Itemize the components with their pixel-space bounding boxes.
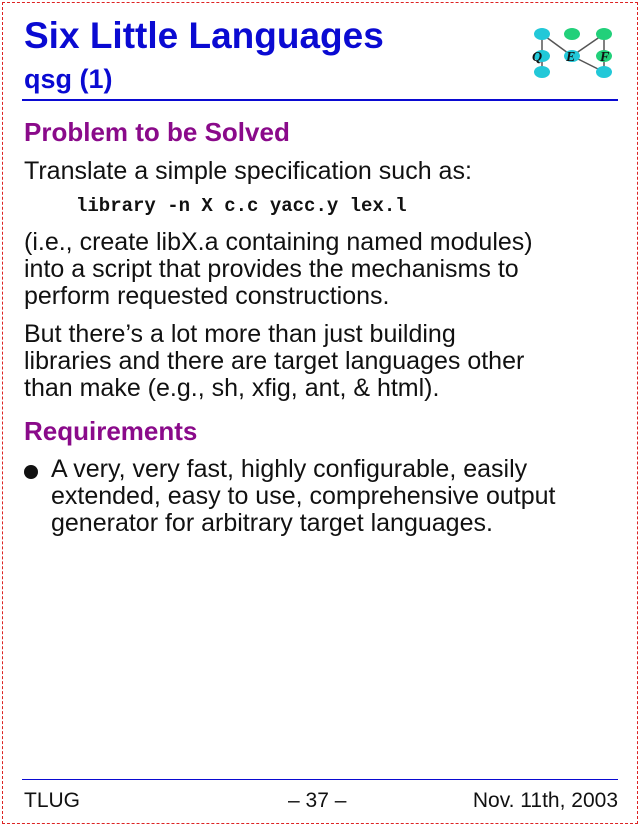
- bullet-dot-icon: [24, 465, 38, 479]
- header-rule: [22, 99, 618, 101]
- bullet-text: [51, 456, 556, 537]
- qef-logo-icon: [528, 20, 620, 86]
- logo-letter-e: E: [566, 50, 576, 65]
- logo-letter-q: Q: [532, 50, 543, 65]
- code-example: library -n X c.c yacc.y lex.l: [76, 195, 407, 217]
- problem-intro: Translate a simple specification such as:: [24, 157, 472, 185]
- bullet-line-2: extended, easy to use, comprehensive output: [51, 482, 556, 510]
- para2-line-3: than make (e.g., sh, xfig, ant, & html).: [24, 374, 440, 402]
- para1-line-1: (i.e., create libX.a containing named modules): [24, 228, 533, 256]
- page-number: – 37 –: [288, 789, 347, 812]
- para1-line-2: into a script that provides the mechanisms to: [24, 255, 519, 283]
- bullet-line-1: A very, very fast, highly configurable, easily: [51, 455, 528, 483]
- section-heading-requirements: Requirements: [24, 416, 198, 446]
- para2-line-2: libraries and there are target languages other: [24, 347, 525, 375]
- slide-content: [24, 110, 624, 537]
- requirements-bullet: [24, 456, 624, 537]
- para2-line-1: But there’s a lot more than just building: [24, 320, 456, 348]
- section-heading-problem: Problem to be Solved: [24, 117, 290, 147]
- para1-line-3: perform requested constructions.: [24, 282, 390, 310]
- footer-left: TLUG: [24, 789, 81, 812]
- problem-paragraph-1: [24, 229, 624, 310]
- page-title: Six Little Languages: [24, 15, 384, 56]
- footer-rule: [22, 779, 618, 780]
- footer-date: Nov. 11th, 2003: [472, 789, 618, 812]
- problem-paragraph-2: [24, 321, 624, 402]
- bullet-line-3: generator for arbitrary target languages.: [51, 509, 493, 537]
- page-subtitle: qsg (1): [24, 64, 113, 94]
- logo-letter-f: F: [600, 50, 610, 65]
